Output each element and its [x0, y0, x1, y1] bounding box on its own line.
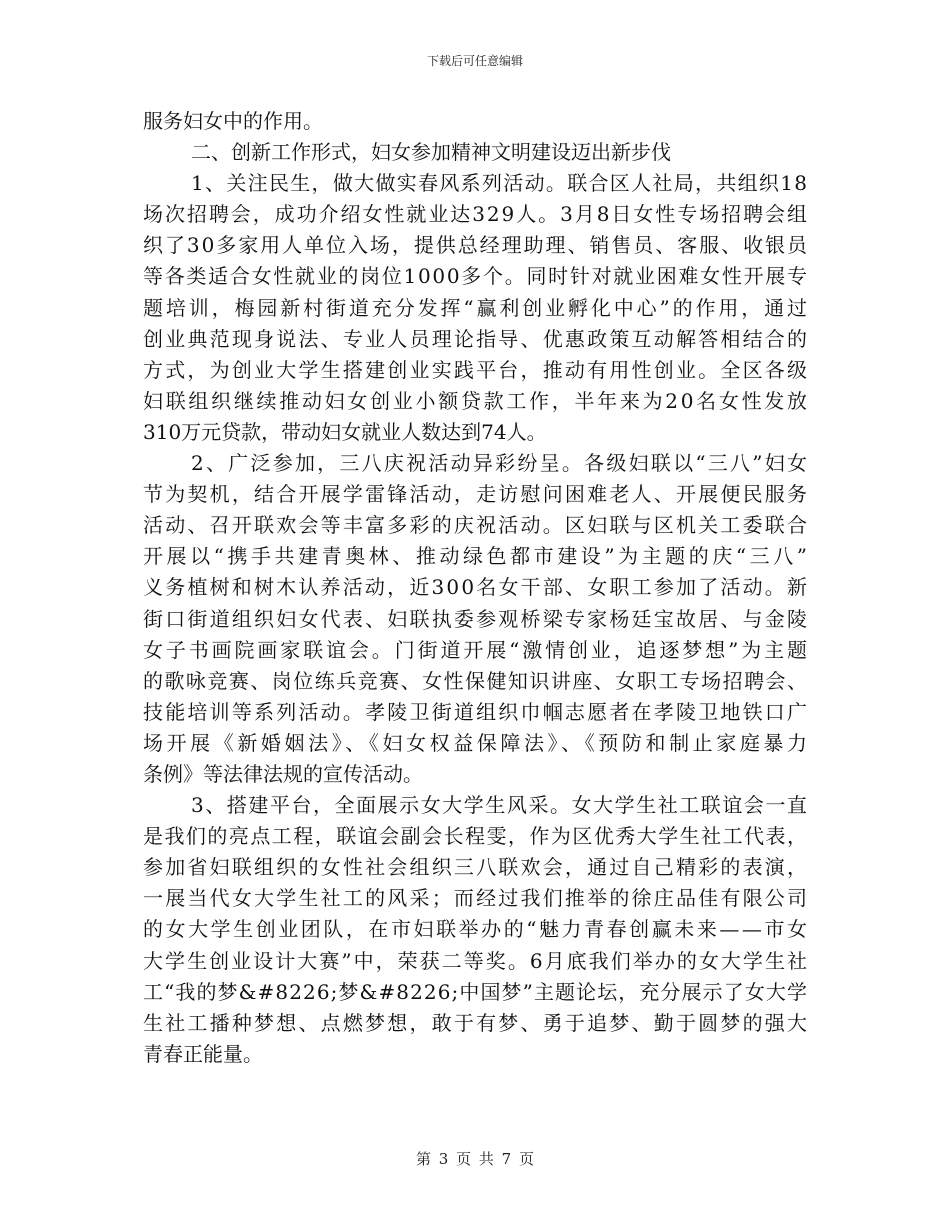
- page-header: 下载后可任意编辑: [426, 54, 523, 68]
- text-line: 3、搭建平台，全面展示女大学生风采。女大学生社工联谊会一直: [191, 793, 809, 818]
- text-line: 2、广泛参加，三八庆祝活动异彩纷呈。各级妇联以“三八”妇女: [191, 451, 810, 476]
- text-line: 方式，为创业大学生搭建创业实践平台，推动有用性创业。全区各级: [143, 357, 810, 382]
- text-line: 生社工播种梦想、点燃梦想，敢于有梦、勇于追梦、勤于圆梦的强大: [143, 1010, 810, 1035]
- text-line: 题培训，梅园新村街道充分发挥“赢利创业孵化中心”的作用，通过: [143, 295, 810, 320]
- text-line: 活动、召开联欢会等丰富多彩的庆祝活动。区妇联与区机关工委联合: [143, 513, 810, 538]
- text-line: 一展当代女大学生社工的风采；而经过我们推举的徐庄品佳有限公司: [143, 886, 810, 911]
- text-line: 创业典范现身说法、专业人员理论指导、优惠政策互动解答相结合的: [143, 326, 810, 351]
- text-line: 场开展《新婚姻法》、《妇女权益保障法》、《预防和制止家庭暴力: [143, 730, 811, 755]
- text-line: 服务妇女中的作用。: [143, 109, 323, 133]
- text-line: 场次招聘会，成功介绍女性就业达329人。3月8日女性专场招聘会组: [143, 202, 809, 227]
- text-line: 大学生创业设计大赛”中，荣获二等奖。6月底我们举办的女大学生社: [143, 948, 810, 973]
- text-line: 青春正能量。: [143, 1041, 263, 1066]
- text-line: 的女大学生创业团队，在市妇联举办的“魅力青春创赢未来——市女: [143, 917, 810, 942]
- text-line: 妇联组织继续推动妇女创业小额贷款工作，半年来为20名女性发放: [143, 388, 810, 413]
- text-line: 义务植树和树木认养活动，近300名女干部、女职工参加了活动。新: [143, 575, 810, 600]
- text-line: 街口街道组织妇女代表、妇联执委参观桥梁专家杨廷宝故居、与金陵: [143, 606, 810, 631]
- text-line: 工“我的梦&#8226;梦&#8226;中国梦”主题论坛，充分展示了女大学: [143, 979, 809, 1004]
- body-text: [143, 106, 811, 1070]
- text-line: 开展以“携手共建青奥林、推动绿色都市建设”为主题的庆“三八”: [143, 544, 811, 569]
- text-line: 技能培训等系列活动。孝陵卫街道组织巾帼志愿者在孝陵卫地铁口广: [143, 699, 810, 724]
- text-line: 织了30多家用人单位入场，提供总经理助理、销售员、客服、收银员: [143, 233, 809, 258]
- text-line: 310万元贷款，带动妇女就业人数达到74人。: [143, 419, 547, 444]
- text-line: 节为契机，结合开展学雷锋活动，走访慰问困难老人、开展便民服务: [143, 482, 810, 507]
- text-line: 条例》等法律法规的宣传活动。: [143, 761, 423, 786]
- text-line: 1、关注民生，做大做实春风系列活动。联合区人社局，共组织18: [191, 171, 809, 196]
- text-line: 等各类适合女性就业的岗位1000多个。同时针对就业困难女性开展专: [143, 264, 809, 289]
- page-footer: 第 3 页 共 7 页: [416, 1150, 534, 1168]
- text-line: 女子书画院画家联谊会。门街道开展“激情创业，追逐梦想”为主题: [143, 637, 810, 662]
- text-line: 参加省妇联组织的女性社会组织三八联欢会，通过自己精彩的表演，: [143, 855, 810, 880]
- text-line: 是我们的亮点工程，联谊会副会长程雯，作为区优秀大学生社工代表，: [143, 824, 809, 849]
- text-line: 二、创新工作形式，妇女参加精神文明建设迈出新步伐: [191, 140, 671, 165]
- text-line: 的歌咏竞赛、岗位练兵竞赛、女性保健知识讲座、女职工专场招聘会、: [143, 668, 809, 693]
